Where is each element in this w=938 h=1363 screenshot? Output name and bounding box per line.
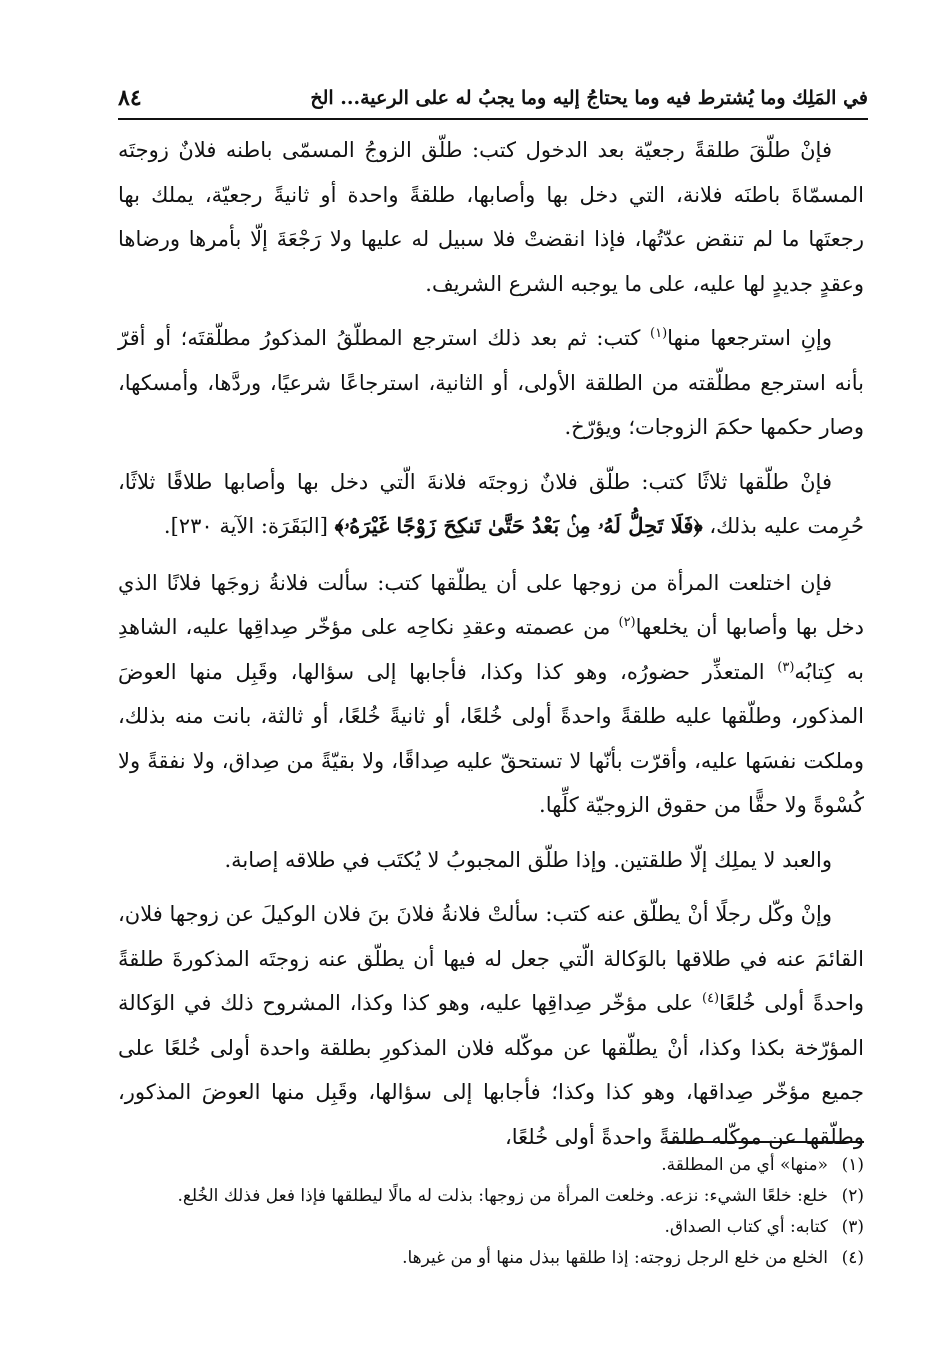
footnote-ref-3[interactable]: (٣) xyxy=(777,659,795,675)
footnote-text: كتابه: أي كتاب الصداق. xyxy=(664,1217,828,1237)
footnote-text: خلع: خلعًا الشيء: نزعه. وخلعت المرأة من زوجها: بذلت له مالًا ليطلقها فإذا فعل فذلك الخُلع. xyxy=(177,1186,828,1206)
page-header xyxy=(118,78,868,120)
paragraph-revocable-divorce xyxy=(118,128,864,306)
footnote-2 xyxy=(118,1183,864,1210)
paragraph-text: من عصمته وعقدِ نكاحِه على مؤخّر صِداقِها عليه، الشاهدِ به كِتابُه xyxy=(118,615,864,684)
footnote-number: (٢) xyxy=(841,1186,864,1206)
footnotes xyxy=(118,1152,864,1276)
quran-verse: ﴿فَلَا تَحِلُّ لَهُۥ مِنۢ بَعْدُ حَتَّىٰ تَنكِحَ زَوْجًا غَيْرَهُۥ﴾ xyxy=(334,513,703,538)
footnote-number: (٤) xyxy=(841,1248,864,1268)
footnote-number: (٣) xyxy=(841,1217,864,1237)
paragraph-text: فإن اختلعت المرأة من زوجها على أن يطلّقها كتب: سألت فلانةُ زوجَها فلانًا الذي دخل بها وأصابها أن يخلعها xyxy=(118,570,864,639)
paragraph-text: وإنْ وكّل رجلًا أنْ يطلّق عنه كتب: سألتْ فلانةُ فلانَ بنَ فلان الوكيلَ عن زوجها فلان، القائمَ عنه في طلاقها بالوَكالة الّتي جعل له فيها أن يطلّق عنه زوجتَه المذكورةَ طلقةً واحدةً أولى خُلعًا xyxy=(118,902,864,1015)
footnote-text: «منها» أي من المطلقة. xyxy=(661,1155,828,1175)
paragraph-text: على مؤخّر صِداقِها عليه، وهو كذا وكذا، المشروح ذلك في الوَكالة المؤرّخة بكذا وكذا، أنْ يطلّقها عن موكّله فلان المذكورِ بطلقة واحدة أولى خُلعًا على جميع مؤخّر صِداقها، وهو كذا وكذا؛ فأجابها إلى سؤالها، وقَبِل منها العوضَ المذكور، وطلّقها عن موكّله طلقةً واحدةً أولى خُلعًا، xyxy=(118,991,864,1149)
footnote-3 xyxy=(118,1214,864,1241)
footnote-1 xyxy=(118,1152,864,1179)
paragraph-text: وإنِ استرجعها منها xyxy=(667,326,832,350)
running-title: في المَلِك وما يُشترط فيه وما يحتاجُ إليه وما يجبُ له على الرعية... الخ xyxy=(310,87,868,109)
paragraph-text: والعبد لا يملِك إلّا طلقتين. وإذا طلّق المجبوبُ لا يُكتَب في طلاقه إصابة. xyxy=(224,847,832,872)
paragraph-khul xyxy=(118,561,864,828)
footnote-number: (١) xyxy=(841,1155,864,1175)
footnote-text: الخلع من خلع الرجل زوجته: إذا طلقها ببذل منها أو من غيرها. xyxy=(402,1248,828,1268)
paragraph-agent-divorce xyxy=(118,892,864,1159)
footnote-4 xyxy=(118,1245,864,1272)
page-number: ٨٤ xyxy=(118,85,142,111)
paragraph-taking-back xyxy=(118,316,864,450)
footnote-separator xyxy=(668,1141,864,1143)
paragraph-text: كتب: ثم بعد ذلك استرجع المطلّقُ المذكورُ مطلّقتَه؛ أو أقرّ بأنه استرجع مطلّقته من الطلقة الأولى، أو الثانية، استرجاعًا شرعيًا، وردَّها، وأمسكها، وصار حكمها حكمَ الزوجات؛ ويؤرّخ. xyxy=(118,326,864,439)
footnote-ref-2[interactable]: (٢) xyxy=(618,615,636,630)
footnote-ref-1[interactable]: (١) xyxy=(650,326,668,341)
paragraph-triple-divorce xyxy=(118,460,864,549)
footnote-ref-4[interactable]: (٤) xyxy=(701,991,720,1006)
paragraph-text: فإنْ طلّقَ طلقةً رجعيّة بعد الدخول كتب: طلّق الزوجُ المسمّى باطنه فلانٌ زوجتَه المسمّاةَ باطنَه فلانة، التي دخل بها وأصابها، طلقةً واحدة أو ثانيةً رجعيّة، يملك بها رجعتَها ما لم تنقض عدّتُها، فإذا انقضتْ فلا سبيل له عليها ولا رَجْعَةَ إلّا بأمرها ورضاها وعقدٍ جديدٍ لها عليه، على ما يوجبه الشرع الشريف. xyxy=(118,138,864,296)
verse-citation: [البَقَرَة: الآية ٢٣٠]. xyxy=(163,514,335,538)
paragraph-text: المتعذِّر حضورُه، وهو كذا وكذا، فأجابها إلى سؤالها، وقَبِل منها العوضَ المذكور، وطلّقها عليه طلقةً واحدةً أولى خُلعًا، أو ثانيةً خُلعًا، أو ثالثة، بانت منه بذلك، وملكت نفسَها عليه، وأقرّت بأنّها لا تستحقّ عليه صِداقًا، ولا بقيّةً من صِداق، ولا نفقةً ولا كُسْوةً ولا حقًّا من حقوق الزوجيّة كلِّها. xyxy=(118,659,864,817)
main-text xyxy=(118,128,864,1159)
paragraph-text: فإنْ طلّقها ثلاثًا كتب: طلّق فلانٌ زوجتَه فلانةَ الّتي دخل بها وأصابها طلاقًا ثلاثًا، حُرِمت عليه بذلك، xyxy=(118,469,864,538)
paragraph-slave-divorce xyxy=(118,838,864,883)
